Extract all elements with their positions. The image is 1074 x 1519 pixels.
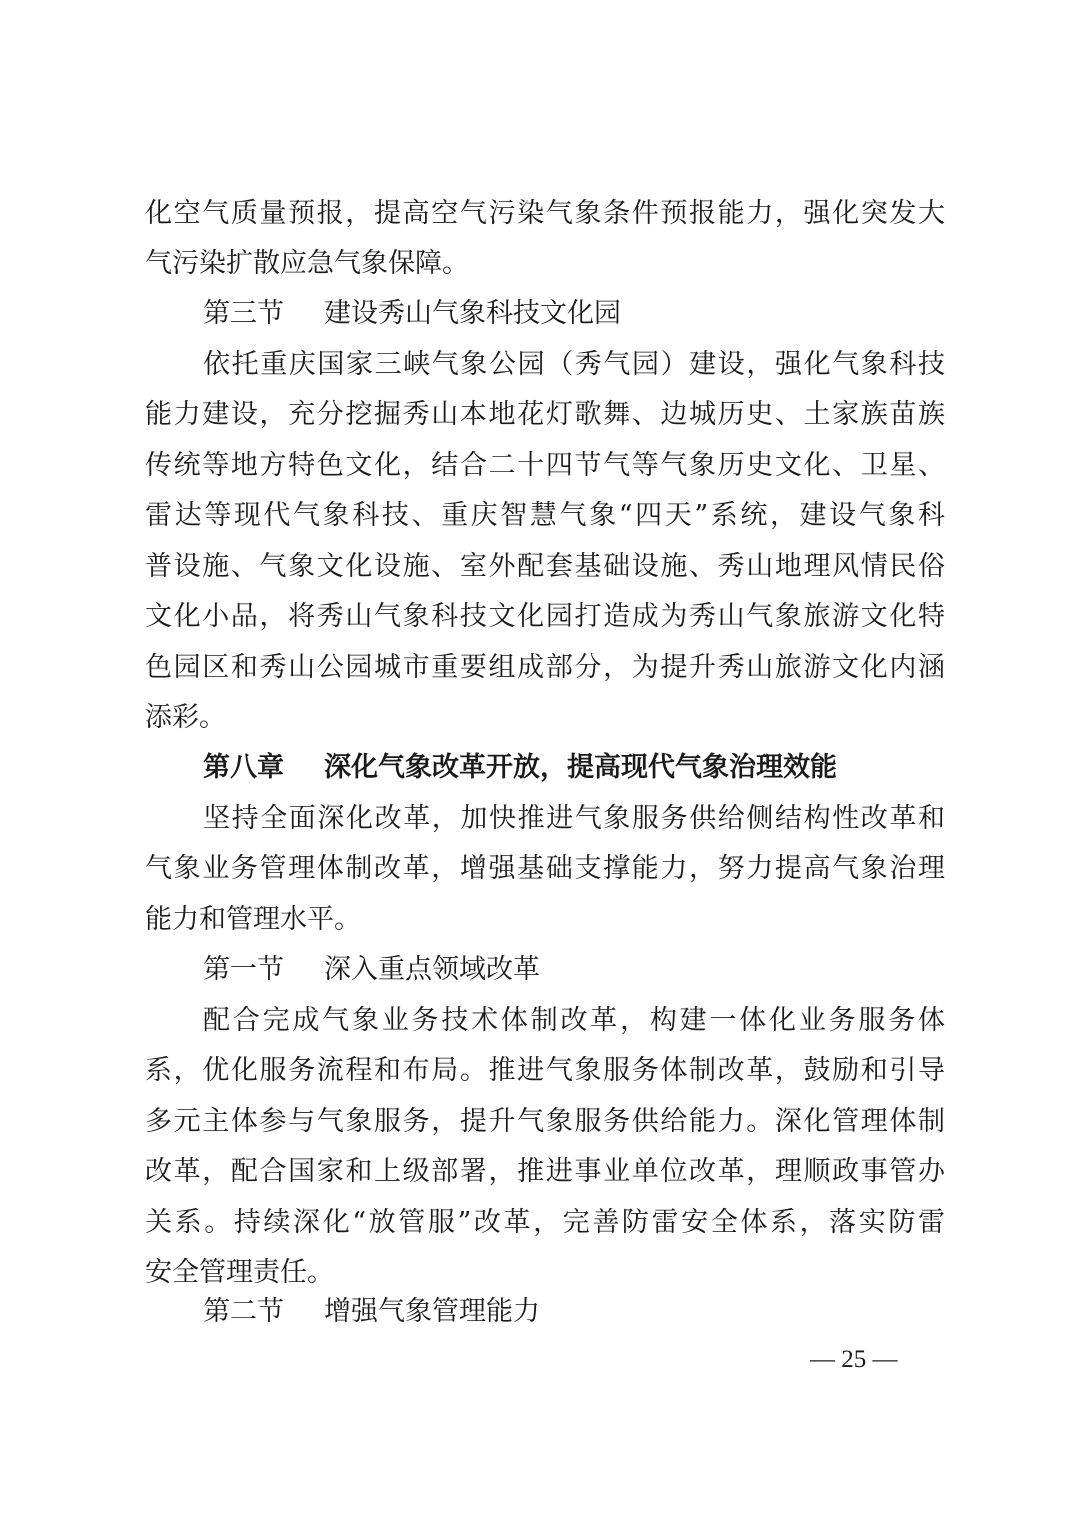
paragraph-line: 改革，配合国家和上级部署，推进事业单位改革，理顺政事管办	[145, 1156, 945, 1187]
section-number: 第三节	[203, 298, 284, 329]
section-number: 第二节	[203, 1296, 284, 1327]
paragraph-line: 依托重庆国家三峡气象公园（秀气园）建设，强化气象科技	[203, 349, 945, 380]
paragraph-line: 色园区和秀山公园城市重要组成部分，为提升秀山旅游文化内涵	[145, 652, 945, 683]
section-heading	[203, 1292, 945, 1332]
paragraph-line: 文化小品，将秀山气象科技文化园打造成为秀山气象旅游文化特	[145, 601, 945, 632]
paragraph-line: 添彩。	[145, 702, 226, 733]
section-heading	[203, 950, 945, 990]
paragraph-line: 雷达等现代气象科技、重庆智慧气象“四天”系统，建设气象科	[145, 500, 945, 531]
paragraph-line: 坚持全面深化改革，加快推进气象服务供给侧结构性改革和	[203, 803, 945, 834]
paragraph-line: 安全管理责任。	[145, 1257, 334, 1288]
section-title: 深入重点领域改革	[324, 954, 540, 985]
paragraph-line: 配合完成气象业务技术体制改革，构建一体化业务服务体	[203, 1005, 945, 1036]
paragraph-line: 化空气质量预报，提高空气污染气象条件预报能力，强化突发大	[145, 198, 945, 229]
chapter-heading	[203, 748, 945, 788]
page-number: — 25 —	[810, 1346, 898, 1373]
paragraph-line: 系，优化服务流程和布局。推进气象服务体制改革，鼓励和引导	[145, 1055, 945, 1086]
chapter-title: 深化气象改革开放，提高现代气象治理效能	[324, 752, 837, 783]
section-title: 增强气象管理能力	[324, 1296, 540, 1327]
paragraph-line: 多元主体参与气象服务，提升气象服务供给能力。深化管理体制	[145, 1106, 945, 1137]
paragraph-line: 关系。持续深化“放管服”改革，完善防雷安全体系，落实防雷	[145, 1207, 945, 1238]
paragraph-line: 气象业务管理体制改革，增强基础支撑能力，努力提高气象治理	[145, 853, 945, 884]
paragraph-line: 传统等地方特色文化，结合二十四节气等气象历史文化、卫星、	[145, 450, 945, 481]
paragraph-line: 能力建设，充分挖掘秀山本地花灯歌舞、边城历史、土家族苗族	[145, 399, 945, 430]
section-heading	[203, 294, 945, 334]
paragraph-line: 能力和管理水平。	[145, 904, 361, 935]
paragraph-line: 普设施、气象文化设施、室外配套基础设施、秀山地理风情民俗	[145, 551, 945, 582]
paragraph-line: 气污染扩散应急气象保障。	[145, 248, 469, 279]
section-number: 第一节	[203, 954, 284, 985]
chapter-number: 第八章	[203, 752, 284, 783]
section-title: 建设秀山气象科技文化园	[324, 298, 621, 329]
